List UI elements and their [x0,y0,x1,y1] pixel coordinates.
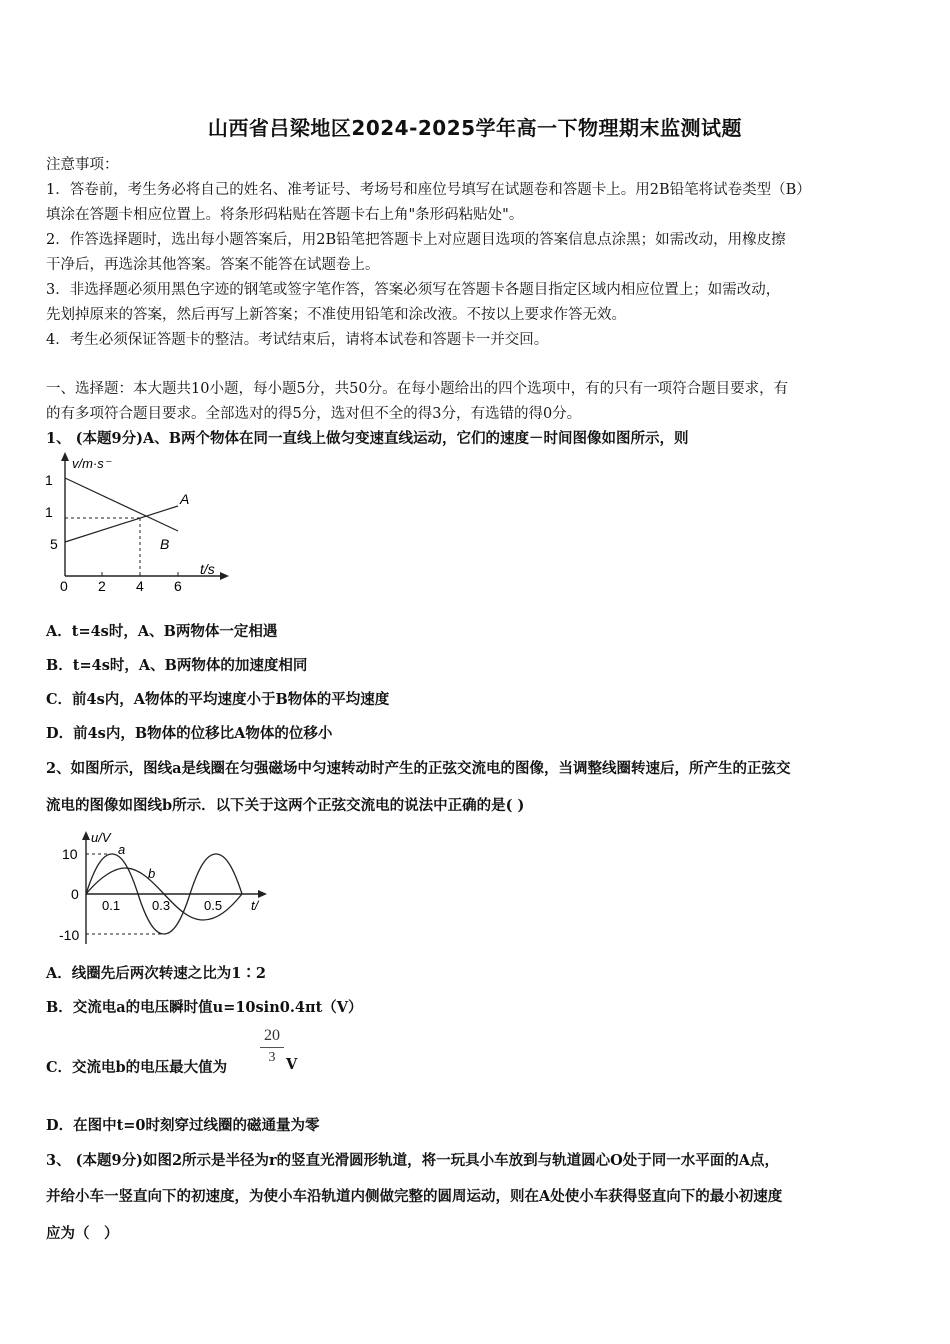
series-label-b: b [148,866,156,881]
notice-line: 填涂在答题卡相应位置上。将条形码粘贴在答题卡右上角"条形码粘贴处"。 [46,207,524,223]
question-3-stem: 3、 (本题9分)如图2所示是半径为r的竖直光滑圆形轨道，将一玩具小车放到与轨道圆心O处于同一水平面的A点， [46,1152,780,1169]
y-tick-label: 1 [45,472,53,488]
x-tick-label: 0.1 [102,898,121,913]
q1-vt-graph [40,448,240,598]
q2-option-a: A．线圈先后两次转速之比为1∶2 [46,965,266,982]
x-tick-label: 0.3 [152,898,171,913]
x-axis-label: t/ [251,898,259,913]
q2-option-c: C．交流电b的电压最大值为 [46,1059,228,1076]
q1-option-c: C．前4s内，A物体的平均速度小于B物体的平均速度 [46,691,390,708]
question-2-stem: 流电的图像如图线b所示．以下关于这两个正弦交流电的说法中正确的是( ) [46,797,525,814]
x-tick-label: 2 [98,578,106,594]
q2-ut-graph [55,826,275,951]
y-tick-label: 1 [45,504,53,520]
fraction-numerator: 20 [260,1027,284,1048]
x-tick-label: 6 [174,578,182,594]
x-tick-label: 0.5 [204,898,223,913]
question-1-stem: 1、 (本题9分)A、B两个物体在同一直线上做匀变速直线运动，它们的速度－时间图像如图所示，则 [46,430,689,447]
q1-option-a: A．t=4s时，A、B两物体一定相遇 [46,623,278,640]
q2-option-c-fraction [260,1027,284,1066]
fraction-denominator: 3 [268,1050,276,1065]
series-label-b: B [160,536,170,552]
page-title: 山西省吕梁地区2024-2025学年高一下物理期末监测试题 [207,116,743,140]
notice-line: 3．非选择题必须用黑色字迹的钢笔或签字笔作答，答案必须写在答题卡各题目指定区域内相应位置上；如需改动， [46,282,781,298]
question-3-stem: 应为（ ） [46,1225,119,1242]
notice-line: 2．作答选择题时，选出每小题答案后，用2B铅笔把答题卡上对应题目选项的答案信息点涂黑；如需改动，用橡皮擦 [46,232,786,248]
series-label-a: A [180,491,190,507]
notice-line: 1．答卷前，考生务必将自己的姓名、准考证号、考场号和座位号填写在试题卷和答题卡上。用2B铅笔将试卷类型（B） [46,182,811,198]
y-tick-label: 5 [50,536,58,552]
y-axis-arrow [61,452,69,461]
y-tick-label: 10 [62,846,78,862]
x-axis-label: t/s [200,561,215,577]
notice-line: 4．考生必须保证答题卡的整洁。考试结束后，请将本试卷和答题卡一并交回。 [46,332,549,348]
section-intro-line: 一、选择题：本大题共10小题，每小题5分，共50分。在每小题给出的四个选项中，有的只有一项符合题目要求，有 [46,381,789,397]
line-b [65,478,178,531]
q1-option-d: D．前4s内，B物体的位移比A物体的位移小 [46,725,333,742]
notice-heading: 注意事项： [46,157,119,173]
q2-option-c-unit: V [286,1056,298,1073]
y-tick-label: 0 [71,886,79,902]
y-axis-arrow [82,831,90,840]
q2-option-b: B．交流电a的电压瞬时值u=10sin0.4πt（V） [46,999,363,1016]
y-axis-label: v/m·s⁻ [72,456,111,471]
notice-line: 干净后，再选涂其他答案。答案不能答在试题卷上。 [46,257,380,273]
x-tick-label: 4 [136,578,144,594]
question-3-stem: 并给小车一竖直向下的初速度，为使小车沿轨道内侧做完整的圆周运动，则在A处使小车获得竖直向下的最小初速度 [46,1188,783,1205]
q1-option-b: B．t=4s时，A、B两物体的加速度相同 [46,657,308,674]
notice-line: 先划掉原来的答案，然后再写上新答案；不准使用铅笔和涂改液。不按以上要求作答无效。 [46,307,626,323]
q2-option-d: D．在图中t=0时刻穿过线圈的磁通量为零 [46,1117,320,1134]
x-tick-label: 0 [60,578,68,594]
y-axis-label: u/V [91,830,111,845]
section-intro-line: 的有多项符合题目要求。全部选对的得5分，选对但不全的得3分，有选错的得0分。 [46,406,582,422]
x-axis-arrow [220,572,229,580]
series-label-a: a [118,842,126,857]
question-2-stem: 2、如图所示，图线a是线圈在匀强磁场中匀速转动时产生的正弦交流电的图像，当调整线圈转速后，所产生的正弦交 [46,760,791,777]
x-axis-arrow [258,890,267,898]
y-tick-label: -10 [59,927,80,943]
